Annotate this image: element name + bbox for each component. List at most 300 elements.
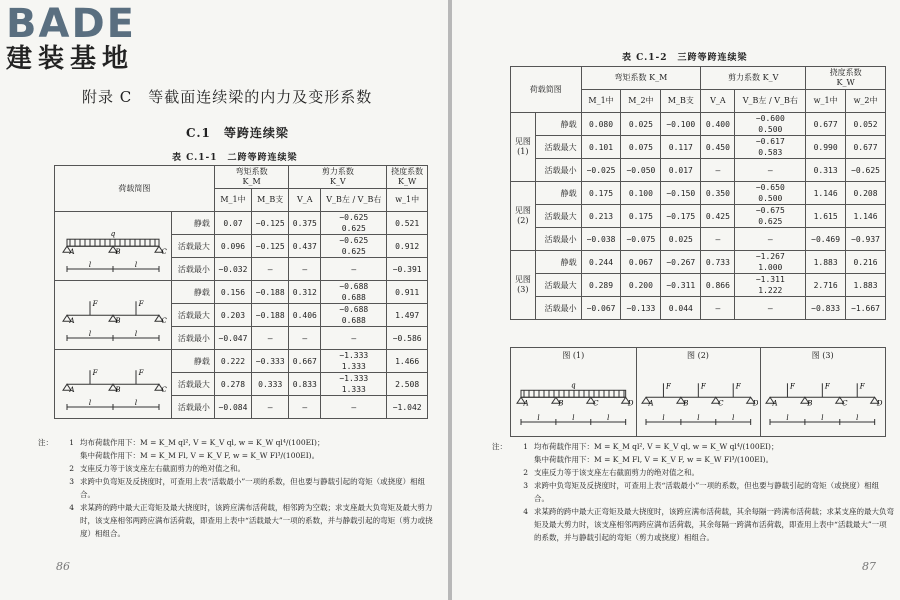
coefficient-cell — [846, 228, 886, 251]
load-diagram-cell — [55, 350, 172, 419]
coefficient-cell — [581, 297, 621, 320]
distributed-load — [521, 390, 626, 397]
coefficient-value: 0.222 — [220, 356, 246, 366]
coefficient-cell — [321, 373, 387, 396]
coefficient-value: −0.125 — [255, 218, 285, 228]
coefficient-cell — [701, 274, 735, 297]
coefficient-cell — [621, 136, 661, 159]
load-figure-row — [510, 347, 886, 437]
figure-diagram — [762, 364, 883, 432]
load-condition: 活载最小 — [535, 297, 581, 320]
coefficient-cell — [289, 304, 321, 327]
coefficient-value: −0.600 — [755, 114, 785, 123]
support-label: A — [69, 386, 75, 395]
coefficient-cell — [214, 235, 251, 258]
note-number: 3 — [69, 477, 74, 486]
note-number — [514, 453, 528, 466]
coefficient-cell — [321, 327, 387, 350]
load-label: F — [138, 369, 144, 378]
coefficient-value: 1.883 — [853, 280, 878, 290]
load-condition: 活载最小 — [172, 258, 215, 281]
coefficient-value: 0.156 — [220, 287, 246, 297]
coefficient-value: −1.333 — [339, 374, 369, 383]
coefficient-cell — [701, 228, 735, 251]
load-label: F — [825, 382, 831, 391]
note-text: 集中荷载作用下：M = K_M Fl, V = K_V F, w = K_W Fl³/(100EI)。 — [80, 451, 320, 460]
coefficient-value: — — [351, 402, 357, 412]
load-label: q — [571, 381, 576, 390]
logo-subtitle: 建装基地 — [6, 44, 135, 74]
coefficient-cell — [581, 159, 621, 182]
coefficient-cell — [289, 258, 321, 281]
load-label: F — [92, 300, 98, 309]
notes-label: 注： — [38, 438, 53, 447]
coefficient-value: — — [715, 234, 721, 244]
coefficient-value: 0.400 — [705, 119, 730, 129]
page-number: 86 — [56, 560, 70, 573]
coefficient-cell — [289, 281, 321, 304]
coefficient-value: −1.333 — [339, 351, 369, 360]
table-title: 表 C.1-2 三跨等跨连续梁 — [622, 53, 748, 63]
coefficient-cell — [735, 274, 806, 297]
header-deflection-symbol: K_W — [398, 177, 417, 186]
table-row — [511, 251, 886, 274]
load-diagram-cell — [55, 212, 172, 281]
load-label: F — [700, 382, 706, 391]
coefficient-value: 0.406 — [292, 310, 317, 320]
coefficient-cell — [846, 159, 886, 182]
note-item — [514, 479, 894, 505]
coefficient-cell — [581, 228, 621, 251]
coefficient-value: 0.500 — [758, 194, 783, 203]
coefficient-value: 0.067 — [628, 257, 653, 267]
coefficient-table-three-span — [510, 66, 886, 320]
column-header: M_1中 — [581, 90, 621, 113]
coefficient-cell — [321, 350, 387, 373]
coefficient-cell — [289, 212, 321, 235]
coefficient-cell — [846, 182, 886, 205]
coefficient-cell — [321, 304, 387, 327]
span-label: l — [88, 399, 92, 407]
span-label: l — [134, 330, 138, 338]
support-label: C — [161, 317, 167, 326]
figure-caption: 图 (3) — [811, 351, 834, 360]
section-title: C.1 等跨连续梁 — [186, 126, 289, 140]
note-number: 1 — [69, 438, 74, 447]
column-header: V_B左 / V_B右 — [321, 189, 387, 212]
figure-cell — [760, 348, 885, 436]
coefficient-cell — [387, 212, 428, 235]
header-moment-group — [214, 166, 289, 189]
coefficient-cell — [806, 182, 846, 205]
coefficient-value: — — [267, 333, 273, 343]
coefficient-cell — [846, 297, 886, 320]
support-label: B — [115, 317, 121, 326]
coefficient-value: −0.937 — [851, 234, 880, 244]
coefficient-cell — [581, 251, 621, 274]
figure-reference: (2) — [517, 216, 529, 225]
coefficient-value: — — [302, 333, 308, 343]
load-label: q — [110, 230, 116, 239]
coefficient-cell — [321, 258, 387, 281]
note-item — [514, 453, 894, 466]
coefficient-cell — [289, 235, 321, 258]
coefficient-value: 0.990 — [813, 142, 838, 152]
note-text: 求某跨的跨中最大正弯矩及最大挠度时，该跨应满布活荷载，相邻跨为空载；求支座最大负弯矩及最大剪力时，该支座相邻两跨应满布活荷载，即查用上表中“活载最大”一项的系数，并与静载引起的弯矩（剪力或挠度）相组合。 — [80, 503, 433, 538]
header-load-diagram: 荷载简图 — [55, 166, 215, 212]
span-label: l — [821, 414, 824, 422]
column-header: M_1中 — [214, 189, 251, 212]
coefficient-cell — [661, 228, 701, 251]
coefficient-value: −0.038 — [586, 234, 616, 244]
figure-reference: 见图 — [514, 206, 531, 215]
coefficient-cell — [321, 212, 387, 235]
coefficient-value: 0.244 — [588, 257, 614, 267]
figure-reference: (3) — [517, 285, 529, 294]
span-label: l — [607, 414, 610, 422]
coefficient-value: — — [267, 402, 273, 412]
coefficient-cell — [661, 136, 701, 159]
coefficient-cell — [661, 205, 701, 228]
coefficient-value: 0.025 — [668, 234, 693, 244]
load-condition: 静载 — [172, 212, 215, 235]
load-condition: 活载最大 — [172, 373, 215, 396]
support-label: A — [69, 248, 75, 257]
coefficient-cell — [252, 396, 289, 419]
coefficient-value: 0.213 — [588, 211, 614, 221]
coefficient-value: 0.437 — [292, 241, 317, 251]
load-label: F — [92, 369, 98, 378]
coefficient-value: 0.866 — [705, 280, 730, 290]
coefficient-value: 0.101 — [588, 142, 614, 152]
coefficient-cell — [735, 136, 806, 159]
column-header: V_B左 / V_B右 — [735, 90, 806, 113]
coefficient-value: — — [715, 303, 721, 313]
coefficient-cell — [214, 327, 251, 350]
load-condition: 静载 — [535, 113, 581, 136]
coefficient-cell — [321, 396, 387, 419]
load-condition: 静载 — [172, 281, 215, 304]
support-label: D — [752, 399, 759, 408]
coefficient-value: 0.208 — [853, 188, 878, 198]
note-number: 4 — [523, 507, 528, 516]
coefficient-value: 0.278 — [220, 379, 246, 389]
header-deflection-group — [387, 166, 428, 189]
coefficient-value: −0.586 — [392, 333, 422, 343]
note-item — [60, 462, 438, 475]
note-text: 支座反力等于该支座左右截面剪力的绝对值之和。 — [80, 464, 245, 473]
coefficient-cell — [387, 304, 428, 327]
column-header: V_A — [289, 189, 321, 212]
coefficient-value: 0.100 — [628, 188, 653, 198]
table-row — [55, 350, 428, 373]
coefficient-cell — [735, 251, 806, 274]
table-row — [511, 113, 886, 136]
coefficient-value: 0.312 — [292, 287, 317, 297]
support-label: C — [842, 399, 848, 408]
coefficient-cell — [621, 182, 661, 205]
coefficient-cell — [621, 159, 661, 182]
column-header: M_2中 — [621, 90, 661, 113]
coefficient-value: 0.017 — [668, 165, 693, 175]
appendix-title: 附录 C 等截面连续梁的内力及变形系数 — [82, 88, 373, 106]
support-label: B — [115, 248, 121, 257]
notes-section — [492, 440, 894, 544]
load-label: F — [790, 382, 796, 391]
load-diagram-cell — [55, 281, 172, 350]
load-condition: 活载最大 — [172, 235, 215, 258]
support-label: A — [648, 399, 654, 408]
coefficient-value: 0.677 — [853, 142, 878, 152]
coefficient-cell — [214, 396, 251, 419]
coefficient-cell — [735, 113, 806, 136]
note-text: 求跨中负弯矩及反挠度时，可查用上表“活载最小”一项的系数，但也要与静载引起的弯矩（或挠度）相组合。 — [80, 477, 426, 499]
figure-reference: (1) — [517, 147, 529, 156]
coefficient-cell — [252, 212, 289, 235]
coefficient-value: 0.313 — [813, 165, 838, 175]
table-title: 表 C.1-1 二跨等跨连续梁 — [172, 153, 298, 163]
column-header: w_1中 — [806, 90, 846, 113]
coefficient-value: 0.075 — [628, 142, 653, 152]
notes-label: 注： — [492, 442, 507, 451]
figure-caption: 图 (2) — [687, 351, 709, 360]
note-item — [514, 440, 894, 453]
coefficient-value: 0.289 — [588, 280, 614, 290]
figure-reference-cell — [511, 113, 536, 182]
header-moment-group: 弯矩系数 K_M — [581, 67, 701, 90]
span-label: l — [696, 414, 700, 422]
span-label: l — [731, 414, 735, 422]
coefficient-cell — [806, 251, 846, 274]
load-condition: 活载最大 — [535, 136, 581, 159]
coefficient-value: −1.042 — [392, 402, 422, 412]
coefficient-cell — [214, 350, 251, 373]
table-row — [511, 182, 886, 205]
coefficient-value: 0.175 — [588, 188, 614, 198]
coefficient-value: −0.150 — [666, 188, 696, 198]
coefficient-cell — [846, 113, 886, 136]
coefficient-cell — [214, 373, 251, 396]
coefficient-value: −0.188 — [255, 287, 285, 297]
left-page — [0, 0, 448, 600]
beam-diagram — [59, 215, 167, 275]
coefficient-cell — [621, 228, 661, 251]
coefficient-value: −0.267 — [666, 257, 696, 267]
coefficient-value: −0.469 — [811, 234, 841, 244]
note-item — [60, 475, 438, 501]
coefficient-value: 0.521 — [395, 218, 420, 228]
coefficient-cell — [661, 297, 701, 320]
coefficient-cell — [387, 258, 428, 281]
coefficient-cell — [621, 274, 661, 297]
coefficient-value: −0.075 — [626, 234, 656, 244]
header-deflection-group — [806, 67, 886, 90]
coefficient-value: 0.425 — [705, 211, 730, 221]
coefficient-cell — [387, 235, 428, 258]
coefficient-value: −0.067 — [586, 303, 616, 313]
figure-caption: 图 (1) — [562, 351, 585, 360]
coefficient-cell — [735, 297, 806, 320]
support-label: D — [627, 399, 634, 408]
table-row — [55, 212, 428, 235]
coefficient-value: −0.188 — [255, 310, 285, 320]
figure-diagram — [513, 364, 634, 432]
coefficient-cell — [846, 136, 886, 159]
beam-diagram — [59, 284, 167, 344]
column-header: w_2中 — [846, 90, 886, 113]
note-number: 1 — [523, 442, 528, 451]
coefficient-value: 0.625 — [341, 247, 366, 256]
figure-cell — [511, 348, 637, 436]
coefficient-cell — [289, 373, 321, 396]
coefficient-cell — [387, 396, 428, 419]
coefficient-cell — [661, 182, 701, 205]
span-label: l — [88, 330, 92, 338]
column-header: M_B支 — [252, 189, 289, 212]
coefficient-cell — [387, 327, 428, 350]
load-label: F — [860, 382, 865, 391]
coefficient-value: −1.311 — [755, 275, 785, 284]
note-text: 均布荷载作用下：M = K_M ql², V = K_V ql, w = K_W ql⁴/(100EI)； — [534, 442, 779, 451]
support-label: B — [682, 399, 689, 408]
span-label: l — [786, 414, 789, 422]
table-row — [511, 274, 886, 297]
support-label: C — [593, 399, 599, 408]
coefficient-value: 2.508 — [395, 379, 420, 389]
span-label: l — [134, 399, 138, 407]
load-label: F — [735, 382, 741, 391]
coefficient-value: 0.350 — [705, 188, 730, 198]
coefficient-value: −0.025 — [586, 165, 616, 175]
coefficient-value: −0.688 — [339, 282, 369, 291]
load-condition: 活载最大 — [535, 205, 581, 228]
coefficient-value: 1.615 — [813, 211, 838, 221]
note-number: 3 — [523, 481, 528, 490]
header-load-diagram: 荷载简图 — [511, 67, 582, 113]
coefficient-cell — [735, 205, 806, 228]
support-label: C — [161, 386, 167, 395]
figure-cell — [636, 348, 762, 436]
table-row — [511, 228, 886, 251]
coefficient-value: 1.000 — [758, 263, 783, 272]
note-item — [60, 436, 438, 449]
load-condition: 活载最小 — [535, 159, 581, 182]
note-number: 2 — [69, 464, 74, 473]
coefficient-cell — [289, 396, 321, 419]
coefficient-value: 0.080 — [588, 119, 614, 129]
coefficient-cell — [252, 235, 289, 258]
coefficient-cell — [289, 327, 321, 350]
brand-logo — [6, 1, 136, 74]
coefficient-value: 1.883 — [813, 257, 838, 267]
coefficient-value: — — [302, 402, 308, 412]
load-condition: 活载最小 — [535, 228, 581, 251]
load-condition: 静载 — [535, 182, 581, 205]
logo-wordmark: BADE — [6, 1, 136, 47]
coefficient-value: 0.025 — [628, 119, 653, 129]
coefficient-value: — — [351, 264, 357, 274]
coefficient-value: −0.175 — [666, 211, 696, 221]
coefficient-cell — [387, 281, 428, 304]
coefficient-value: −0.084 — [218, 402, 248, 412]
coefficient-value: 0.200 — [628, 280, 653, 290]
coefficient-value: 0.450 — [705, 142, 730, 152]
span-label: l — [856, 414, 859, 422]
coefficient-cell — [252, 350, 289, 373]
coefficient-cell — [806, 136, 846, 159]
load-condition: 活载最小 — [172, 327, 215, 350]
header-shear-group: 剪力系数 K_V — [701, 67, 806, 90]
coefficient-cell — [806, 205, 846, 228]
coefficient-value: −1.667 — [851, 303, 880, 313]
support-label: A — [523, 399, 529, 408]
header-deflection-label: 挠度系数 — [829, 68, 862, 77]
coefficient-cell — [846, 205, 886, 228]
coefficient-cell — [701, 113, 735, 136]
notes-section — [38, 436, 438, 540]
coefficient-value: 1.466 — [395, 356, 420, 366]
coefficient-value: −0.675 — [755, 206, 785, 215]
note-number: 4 — [69, 503, 74, 512]
coefficient-cell — [252, 304, 289, 327]
coefficient-cell — [387, 350, 428, 373]
coefficient-value: 0.096 — [220, 241, 246, 251]
coefficient-value: 1.222 — [758, 286, 783, 295]
coefficient-value: 0.07 — [223, 218, 243, 228]
header-shear-symbol: K_V — [329, 177, 346, 186]
coefficient-value: 0.911 — [395, 287, 420, 297]
coefficient-value: −0.100 — [666, 119, 696, 129]
note-text: 均布荷载作用下：M = K_M ql², V = K_V ql, w = K_W ql⁴/(100EI)； — [80, 438, 325, 447]
coefficient-cell — [581, 113, 621, 136]
coefficient-value: — — [767, 165, 773, 175]
span-label: l — [537, 414, 540, 422]
coefficient-cell — [581, 205, 621, 228]
coefficient-value: — — [302, 264, 308, 274]
column-header: w_1中 — [387, 189, 428, 212]
support-label: A — [69, 317, 75, 326]
coefficient-value: 0.500 — [758, 125, 783, 134]
support-label: B — [115, 386, 121, 395]
coefficient-cell — [214, 212, 251, 235]
header-deflection-symbol: K_W — [836, 78, 855, 87]
coefficient-value: 0.044 — [668, 303, 693, 313]
note-text: 集中荷载作用下：M = K_M Fl, V = K_V F, w = K_W Fl³/(100EI)。 — [534, 455, 774, 464]
table-row — [511, 205, 886, 228]
coefficient-value: 0.375 — [292, 218, 317, 228]
note-item — [60, 449, 438, 462]
support-label: B — [558, 399, 564, 408]
load-condition: 活载最大 — [535, 274, 581, 297]
coefficient-value: 0.688 — [341, 316, 366, 325]
coefficient-cell — [701, 251, 735, 274]
header-deflection-label: 挠度系数 — [391, 167, 424, 176]
note-text: 求某跨的跨中最大正弯矩及最大挠度时，该跨应满布活荷载，其余每隔一跨满布活荷载；求某支座的最大负弯矩及最大剪力时，该支座相邻两跨应满布活荷载，其余每隔一跨满布活荷载，即查用上表中“活载最大”一项的系数，并与静载引起的弯矩（剪力或挠度）相组合。 — [534, 507, 894, 542]
coefficient-cell — [214, 281, 251, 304]
coefficient-cell — [735, 159, 806, 182]
support-label: A — [772, 399, 778, 408]
coefficient-cell — [701, 159, 735, 182]
figure-reference-cell — [511, 251, 536, 320]
coefficient-value: −0.650 — [755, 183, 785, 192]
load-label: F — [138, 300, 144, 309]
coefficient-cell — [661, 159, 701, 182]
coefficient-value: 0.667 — [292, 356, 317, 366]
coefficient-value: 1.497 — [395, 310, 420, 320]
coefficient-value: −0.833 — [811, 303, 841, 313]
coefficient-value: 0.052 — [853, 119, 878, 129]
span-label: l — [88, 261, 92, 269]
